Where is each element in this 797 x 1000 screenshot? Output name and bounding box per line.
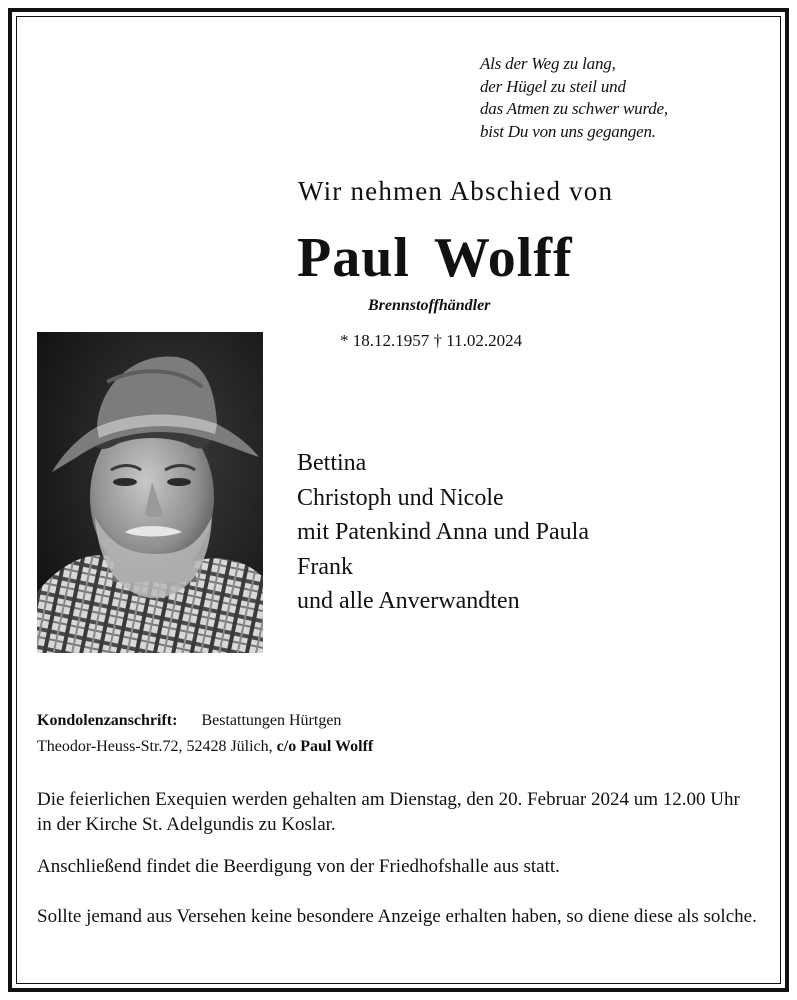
poem-line: das Atmen zu schwer wurde, [480,99,668,118]
portrait-image [37,332,263,653]
poem [480,53,668,143]
closing-note: Sollte jemand aus Versehen keine besondere Anzeige erhalten haben, so diene diese als solche. [37,906,757,927]
deceased-name: Paul Wolff [297,227,573,289]
family-member: Bettina [297,450,367,476]
family-member: und alle Anverwandten [297,588,520,614]
condolence-address [37,708,373,760]
deceased-profession: Brennstoffhändler [368,297,491,314]
life-dates: * 18.12.1957 † 11.02.2024 [340,331,523,350]
family-member: mit Patenkind Anna und Paula [297,519,589,545]
street-address: Theodor-Heuss-Str.72, 52428 Jülich, [37,738,273,755]
service-notice: Die feierlichen Exequien werden gehalten am Dienstag, den 20. Februar 2024 um 12.00 Uhr in der Kirche St. Adelgundis zu Koslar. [37,789,740,835]
farewell-intro: Wir nehmen Abschied von [298,176,614,206]
family-member: Frank [297,553,353,580]
family-list [297,446,589,619]
care-of: c/o Paul Wolff [276,738,374,755]
poem-line: Als der Weg zu lang, [480,54,616,73]
portrait-photo [37,332,263,653]
funeral-home: Bestattungen Hürtgen [201,712,342,729]
condolence-label: Kondolenzanschrift: [37,712,178,729]
poem-line: der Hügel zu steil und [480,76,626,96]
family-member: Christoph und Nicole [297,484,504,511]
burial-notice: Anschließend findet die Beerdigung von der Friedhofshalle aus statt. [37,856,560,877]
poem-line: bist Du von uns gegangen. [480,121,656,141]
